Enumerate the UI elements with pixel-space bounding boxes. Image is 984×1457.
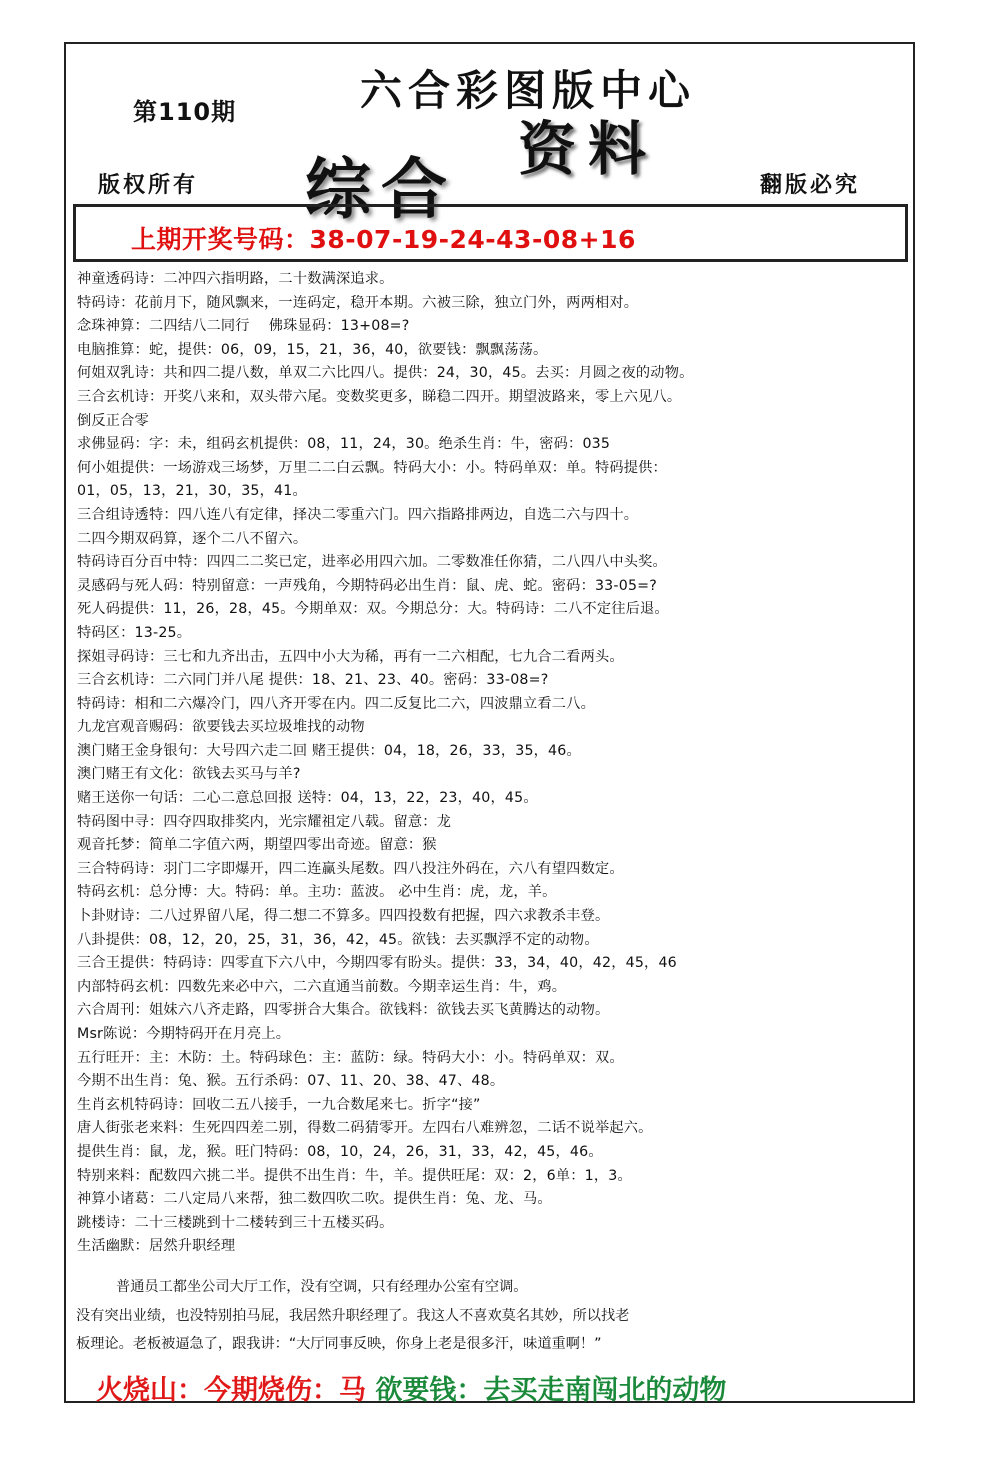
content-line: 倒反正合零 — [77, 412, 149, 429]
content-line: 卜卦财诗：二八过界留八尾，得二想二不算多。四四投数有把握，四六求教杀丰登。 — [77, 908, 610, 925]
content-line: 何姐双乳诗：共和四二提八数，单双二六比四八。提供：24，30，45。去买：月圆之夜的动物。 — [77, 365, 694, 382]
content-line: 特码诗百分百中特：四四二二奖已定，进率必用四六加。二零数准任你猜，二八四八中头奖。 — [77, 554, 667, 571]
content-line: 求佛显码：字：未，组码玄机提供：08，11，24，30。绝杀生肖：牛，密码：035 — [77, 436, 611, 453]
content-line: 赌王送你一句话：二心二意总回报 送特：04，13，22，23，40，45。 — [77, 790, 538, 807]
content-line: 提供生肖：鼠，龙，猴。旺门特码：08，10，24，26，31，33，42，45，46。 — [77, 1143, 603, 1160]
content-line: 特码图中寻：四夺四取排奖内，光宗耀祖定八载。留意：龙 — [77, 813, 452, 830]
footer-red-text: 火烧山：今期烧伤：马 — [96, 1375, 366, 1406]
content-line: 生肖玄机特码诗：回收二五八接手，一九合数尾来七。折字“接” — [77, 1096, 481, 1113]
content-line: 观音托梦：简单二字值六两，期望四零出奇迹。留意：猴 — [77, 837, 437, 854]
content-line: 特码区：13-25。 — [77, 624, 192, 641]
content-line: 三合特码诗：羽门二字即爆开，四二连赢头尾数。四八投注外码在，六八有望四数定。 — [77, 860, 624, 877]
content-line: 三合组诗透特：四八连八有定律，择决二零重六门。四六指路排两边，自选二六与四十。 — [77, 506, 639, 523]
content-line: 神算小诸葛：二八定局八来帮，独二数四吹二吹。提供生肖：兔、龙、马。 — [77, 1191, 552, 1208]
content-line: 探姐寻码诗：三七和九齐出击，五四中小大为稀，再有一二六相配，七九合二看两头。 — [77, 648, 624, 665]
story-paragraph-3: 板理论。老板被逼急了，跟我讲：“大厅同事反映，你身上老是很多汗，味道重啊！” — [76, 1336, 602, 1352]
content-line: 三合玄机诗：二六同门并八尾 提供：18、21、23、40。密码：33-08=? — [77, 672, 549, 689]
piracy-tag: 翻版必究 — [760, 172, 861, 198]
content-line: 01，05，13，21，30，35，41。 — [77, 483, 307, 500]
content-line: 五行旺开：主：木防：土。特码球色：主：蓝防：绿。特码大小：小。特码单双：双。 — [77, 1049, 624, 1066]
content-line: 跳楼诗：二十三楼跳到十二楼转到三十五楼买码。 — [77, 1214, 394, 1231]
content-line: 念珠神算：二四结八二同行 佛珠显码：13+08=? — [77, 318, 410, 335]
content-line: 特码玄机：总分博：大。特码：单。主功：蓝波。 必中生肖：虎，龙，羊。 — [77, 884, 557, 901]
center-title: 六合彩图版中心 — [360, 66, 697, 115]
content-line: 澳门赌王有文化：欲钱去买马与羊? — [77, 766, 301, 783]
footer-banner — [96, 1368, 726, 1407]
content-line: 二四今期双码算，逐个二八不留六。 — [77, 530, 308, 547]
last-result-text: 上期开奖号码：38-07-19-24-43-08+16 — [131, 225, 636, 254]
content-lines — [77, 268, 912, 1259]
copyright-tag: 版权所有 — [98, 172, 199, 198]
content-line: 六合周刊：姐妹六八齐走路，四零拼合大集合。欲钱料：欲钱去买飞黄腾达的动物。 — [77, 1002, 610, 1019]
content-line: 三合玄机诗：开奖八来和，双头带六尾。变数奖更多，睇稳二四开。期望波路来，零上六见八。 — [77, 388, 682, 405]
content-line: 特码诗：相和二六爆冷门，四八齐开零在内。四二反复比二六，四波鼎立看二八。 — [77, 695, 595, 712]
issue-number: 第110期 — [133, 98, 237, 126]
sub-title: 资料 — [518, 115, 659, 183]
content-line: 电脑推算：蛇，提供：06，09，15，21，36，40，欲要钱：飘飘荡荡。 — [77, 341, 548, 358]
content-line: 今期不出生肖：兔、猴。五行杀码：07、11、20、38、47、48。 — [77, 1073, 505, 1090]
content-line: 死人码提供：11，26，28，45。今期单双：双。今期总分：大。特码诗：二八不定往后退。 — [77, 601, 669, 618]
big-title: 综合 — [305, 150, 457, 228]
content-line: 神童透码诗：二冲四六指明路，二十数满深追求。 — [77, 271, 394, 287]
story-paragraph-1: 普通员工都坐公司大厅工作，没有空调，只有经理办公室有空调。 — [116, 1279, 528, 1295]
content-line: 唐人街张老来料：生死四四差二别，得数二码猜零开。左四右八难辨忽，二话不说举起六。 — [77, 1120, 653, 1137]
content-line: Msr陈说：今期特码开在月亮上。 — [77, 1026, 291, 1042]
content-line: 三合王提供：特码诗：四零直下六八中，今期四零有盼头。提供：33，34，40，42，45，46 — [77, 955, 677, 972]
content-line: 八卦提供：08，12，20，25，31，36，42，45。欲钱：去买飘浮不定的动物。 — [77, 931, 599, 948]
content-line: 灵感码与死人码：特别留意：一声残角，今期特码必出生肖：鼠、虎、蛇。密码：33-05=? — [77, 577, 657, 594]
content-line: 特别来料：配数四六挑二半。提供不出生肖：牛，羊。提供旺尾：双：2，6单：1，3。 — [77, 1167, 632, 1184]
story-paragraph-2: 没有突出业绩，也没特别拍马屁，我居然升职经理了。我这人不喜欢莫名其妙，所以找老 — [76, 1308, 630, 1324]
content-line: 九龙宫观音赐码：欲要钱去买垃圾堆找的动物 — [77, 719, 365, 736]
content-line: 何小姐提供：一场游戏三场梦，万里二二白云飘。特码大小：小。特码单双：单。特码提供： — [77, 459, 667, 476]
last-result-box — [73, 204, 908, 262]
content-line: 生活幽默：居然升职经理 — [77, 1238, 236, 1255]
content-line: 澳门赌王金身银句：大号四六走二回 赌王提供：04，18，26，33，35，46。 — [77, 742, 581, 759]
content-line: 内部特码玄机：四数先来必中六，二六直通当前数。今期幸运生肖：牛，鸡。 — [77, 978, 567, 995]
content-line: 特码诗：花前月下，随风飘来，一连码定，稳开本期。六被三除，独立门外，两两相对。 — [77, 294, 639, 311]
footer-green-text: 欲要钱：去买走南闯北的动物 — [375, 1375, 727, 1406]
